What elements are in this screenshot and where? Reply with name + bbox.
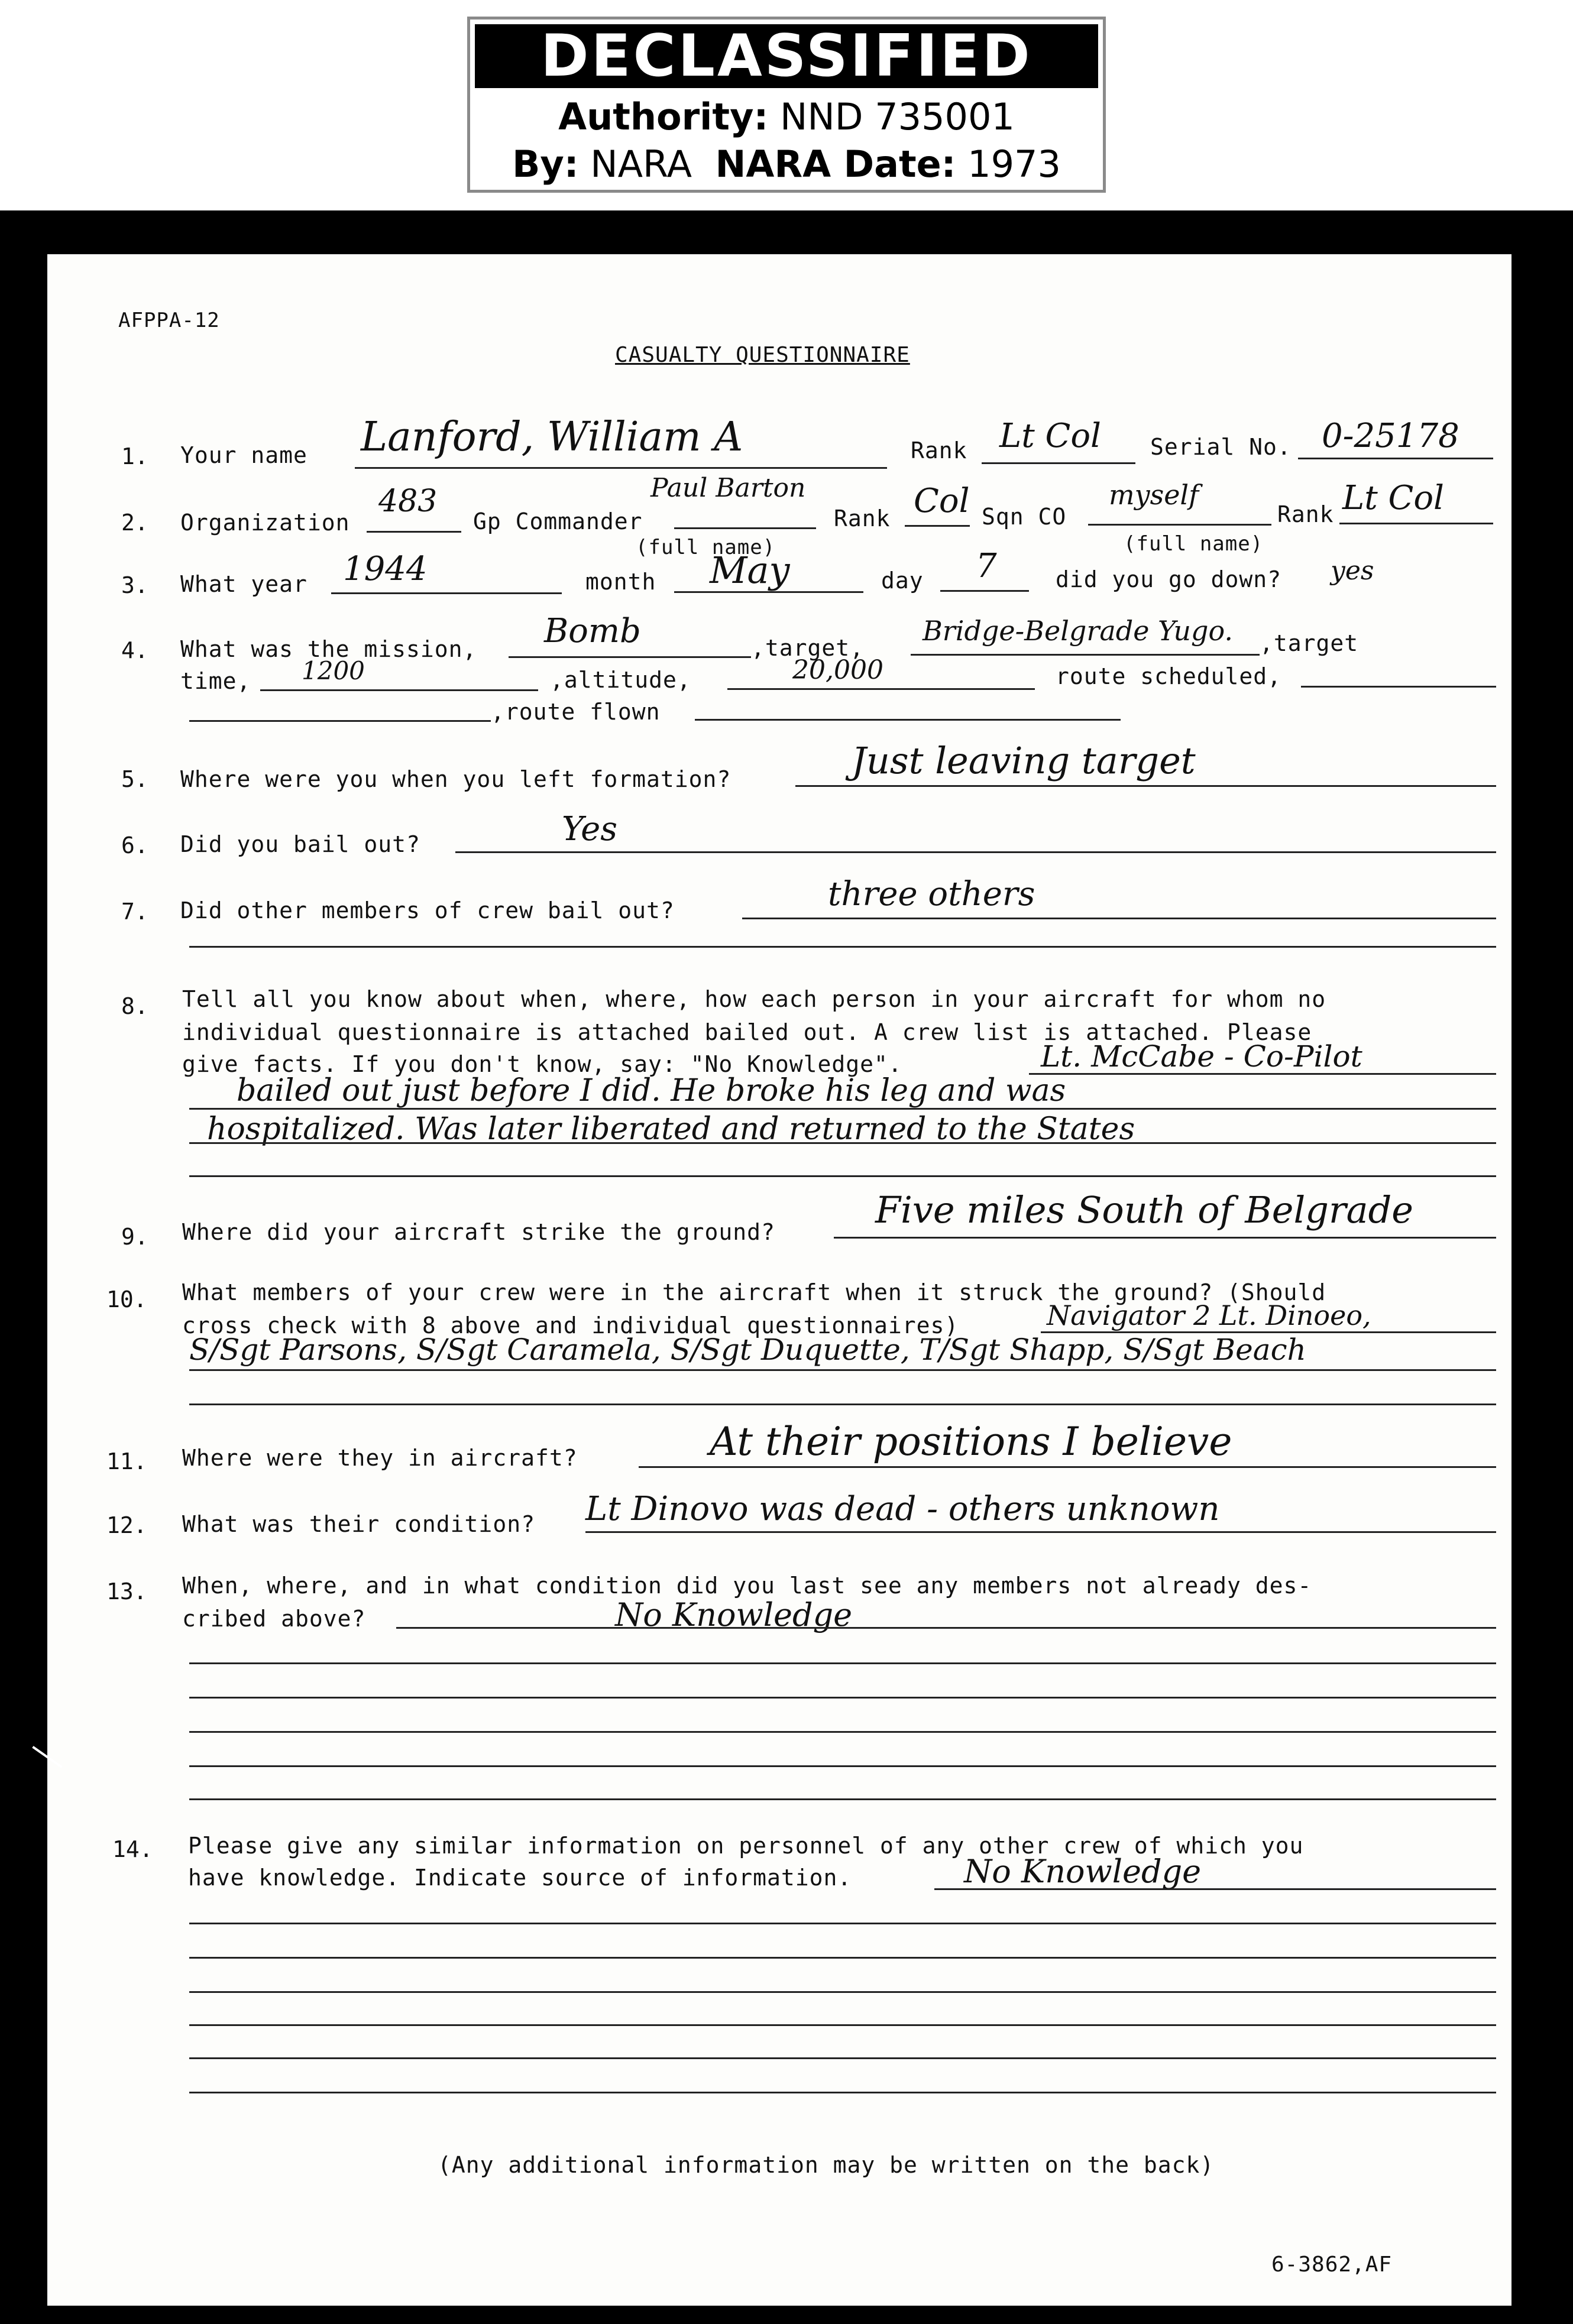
q11-number: 11. xyxy=(106,1448,147,1474)
q4-altitude-line xyxy=(727,688,1035,690)
q13-line-1: When, where, and in what condition did you last see any members not already des- xyxy=(182,1573,1312,1599)
q10-number: 10. xyxy=(106,1286,147,1312)
q12-number: 12. xyxy=(106,1512,147,1538)
q3-day-label: day xyxy=(881,568,924,594)
q2-sqn-co-answer: myself xyxy=(1109,479,1199,511)
q3-day-line xyxy=(940,590,1029,592)
q1-rank-answer: Lt Col xyxy=(999,417,1101,455)
q14-line-5-rule xyxy=(189,2024,1496,2026)
q7-line xyxy=(742,918,1496,919)
q7-number: 7. xyxy=(121,899,148,925)
q11-line xyxy=(639,1466,1496,1468)
by-label: By: xyxy=(512,142,579,186)
q13-line-3-rule xyxy=(189,1697,1496,1699)
q1-name-answer: Lanford, William A xyxy=(361,414,743,461)
q2-commander-answer: Paul Barton xyxy=(650,473,806,503)
stamp-by-line xyxy=(470,142,1103,186)
q8-answer-line-2 xyxy=(189,1108,1496,1110)
q14-line-6-rule xyxy=(189,2057,1496,2059)
q6-answer: Yes xyxy=(562,810,617,848)
q2-org-answer: 483 xyxy=(378,484,438,519)
q14-line-2: have knowledge. Indicate source of information. xyxy=(188,1865,852,1891)
q4-target-line xyxy=(911,654,1260,656)
q4-number: 4. xyxy=(121,637,148,663)
q3-day-answer: 7 xyxy=(976,547,997,585)
q4-mission-label: What was the mission, xyxy=(180,636,477,662)
q3-month-label: month xyxy=(585,569,656,595)
q2-org-label: Organization xyxy=(180,510,350,536)
q7-answer: three others xyxy=(828,875,1035,913)
q4-time-line xyxy=(260,689,538,691)
q2-commander-rank-line xyxy=(905,525,970,527)
q4-time-label: time, xyxy=(180,668,251,694)
q3-year-line xyxy=(331,592,562,594)
q2-gp-label: Gp Commander xyxy=(473,508,643,534)
q2-number: 2. xyxy=(121,510,148,536)
form-code: AFPPA-12 xyxy=(118,309,220,332)
q10-line-1: What members of your crew were in the aircraft when it struck the ground? (Should xyxy=(182,1279,1326,1305)
q3-went-down-answer: yes xyxy=(1331,556,1374,586)
q1-serial-label: Serial No. xyxy=(1150,434,1292,460)
q4-target-label: ,target, xyxy=(751,635,865,661)
q1-rank-line xyxy=(982,462,1135,464)
q9-answer: Five miles South of Belgrade xyxy=(875,1188,1413,1231)
q12-label: What was their condition? xyxy=(182,1511,535,1537)
q13-number: 13. xyxy=(106,1578,147,1605)
q6-line xyxy=(455,851,1496,853)
q8-line-2: individual questionnaire is attached bailed out. A crew list is attached. Please xyxy=(182,1019,1312,1045)
q14-line-1-rule xyxy=(934,1888,1496,1890)
q6-label: Did you bail out? xyxy=(180,831,420,857)
q3-year-answer: 1944 xyxy=(343,550,428,588)
q4-route-flown-line xyxy=(695,719,1121,721)
q2-sqn-rank-answer: Lt Col xyxy=(1342,479,1444,517)
form-title: CASUALTY QUESTIONNAIRE xyxy=(615,343,910,367)
q14-line-7-rule xyxy=(189,2092,1496,2093)
q8-answer-line-3 xyxy=(189,1142,1496,1144)
q13-line-1-rule xyxy=(396,1627,1496,1629)
q8-answer-line-1 xyxy=(1029,1073,1496,1075)
q8-number: 8. xyxy=(121,993,148,1019)
authority-label: Authority: xyxy=(558,95,769,138)
q5-line xyxy=(795,785,1496,787)
q10-line-2: cross check with 8 above and individual questionnaires) xyxy=(182,1312,959,1338)
q4-altitude-answer: 20,000 xyxy=(792,655,883,685)
q2-sqn-label: Sqn CO xyxy=(982,504,1067,530)
q4-route-scheduled-label: route scheduled, xyxy=(1056,663,1282,689)
q2-commander-rank-answer: Col xyxy=(914,482,970,520)
by-value: NARA xyxy=(590,142,692,186)
q3-month-answer: May xyxy=(710,549,790,592)
q11-label: Where were they in aircraft? xyxy=(182,1445,578,1471)
q2-full-name-note-2: (full name) xyxy=(1124,532,1264,556)
q8-answer-3: hospitalized. Was later liberated and returned to the States xyxy=(207,1111,1135,1147)
q4-mission-answer: Bomb xyxy=(544,612,641,650)
q12-line xyxy=(585,1531,1496,1533)
q14-answer: No Knowledge xyxy=(964,1853,1202,1890)
stamp-authority-line xyxy=(470,95,1103,138)
q7-line-2 xyxy=(189,946,1496,948)
q7-label: Did other members of crew bail out? xyxy=(180,897,675,923)
nara-date-value: 1973 xyxy=(967,142,1061,186)
q13-line-2-rule xyxy=(189,1662,1496,1664)
q10-answer-1: Navigator 2 Lt. Dinoeo, xyxy=(1047,1299,1371,1331)
q4-route-flown-label: ,route flown xyxy=(491,699,661,725)
q1-number: 1. xyxy=(121,443,148,469)
q5-label: Where were you when you left formation? xyxy=(180,766,732,792)
q4-time-answer: 1200 xyxy=(302,656,365,685)
q14-number: 14. xyxy=(112,1836,153,1862)
q4-altitude-label: ,altitude, xyxy=(550,667,691,693)
q14-line-1: Please give any similar information on personnel of any other crew of which you xyxy=(188,1833,1304,1859)
q14-line-2-rule xyxy=(189,1923,1496,1924)
q4-target-time-label: ,target xyxy=(1260,630,1359,656)
q3-end-label: did you go down? xyxy=(1056,566,1282,592)
q6-number: 6. xyxy=(121,832,148,858)
q2-org-line xyxy=(367,531,461,533)
q14-line-4-rule xyxy=(189,1991,1496,1993)
q13-line-6-rule xyxy=(189,1798,1496,1800)
q9-label: Where did your aircraft strike the ground? xyxy=(182,1219,775,1245)
q2-commander-line xyxy=(674,527,816,529)
q10-answer-2: S/Sgt Parsons, S/Sgt Caramela, S/Sgt Duquette, T/Sgt Shapp, S/Sgt Beach xyxy=(189,1333,1306,1367)
q5-number: 5. xyxy=(121,766,148,792)
q8-answer-2: bailed out just before I did. He broke his leg and was xyxy=(237,1073,1066,1108)
q4-route-scheduled-line-2 xyxy=(189,720,491,722)
declassified-stamp xyxy=(467,17,1106,193)
q1-serial-answer: 0-25178 xyxy=(1322,417,1459,455)
q1-serial-line xyxy=(1298,458,1493,459)
q13-line-4-rule xyxy=(189,1731,1496,1733)
q2-full-name-note-1: (full name) xyxy=(636,536,776,559)
q1-name-line xyxy=(355,467,887,469)
q3-number: 3. xyxy=(121,572,148,598)
q5-answer: Just leaving target xyxy=(852,739,1196,782)
q13-line-5-rule xyxy=(189,1765,1496,1767)
q10-answer-line-2 xyxy=(189,1369,1496,1371)
q8-answer-1: Lt. McCabe - Co-Pilot xyxy=(1041,1039,1362,1074)
stamp-title: DECLASSIFIED xyxy=(475,24,1098,88)
q1-rank-label: Rank xyxy=(911,437,967,463)
q2-sqn-co-line xyxy=(1088,524,1271,526)
authority-value: NND 735001 xyxy=(780,95,1015,138)
q14-line-3-rule xyxy=(189,1957,1496,1959)
q1-label: Your name xyxy=(180,442,308,468)
form-number: 6-3862,AF xyxy=(1271,2252,1393,2277)
q8-line-1: Tell all you know about when, where, how each person in your aircraft for whom no xyxy=(182,986,1326,1012)
nara-date-label: NARA Date: xyxy=(715,142,956,186)
q4-target-answer: Bridge-Belgrade Yugo. xyxy=(923,615,1234,647)
footer-note: (Any additional information may be written on the back) xyxy=(438,2152,1215,2178)
q13-line-2: cribed above? xyxy=(182,1606,366,1632)
q13-answer: No Knowledge xyxy=(615,1596,853,1633)
q8-answer-line-4 xyxy=(189,1175,1496,1177)
q2-sqn-rank-line xyxy=(1339,523,1493,524)
q9-number: 9. xyxy=(121,1224,148,1250)
q12-answer: Lt Dinovo was dead - others unknown xyxy=(585,1490,1220,1528)
q9-line xyxy=(834,1237,1496,1239)
q8-line-3: give facts. If you don't know, say: "No Knowledge". xyxy=(182,1051,902,1077)
q4-mission-line xyxy=(509,656,751,658)
q2-rank2-label: Rank xyxy=(1277,501,1334,527)
q11-answer: At their positions I believe xyxy=(710,1419,1232,1464)
q4-route-scheduled-line xyxy=(1301,686,1496,688)
q3-month-line xyxy=(674,591,863,593)
q10-answer-line-3 xyxy=(189,1404,1496,1405)
q3-year-label: What year xyxy=(180,571,308,597)
q2-rank-label: Rank xyxy=(834,505,891,531)
